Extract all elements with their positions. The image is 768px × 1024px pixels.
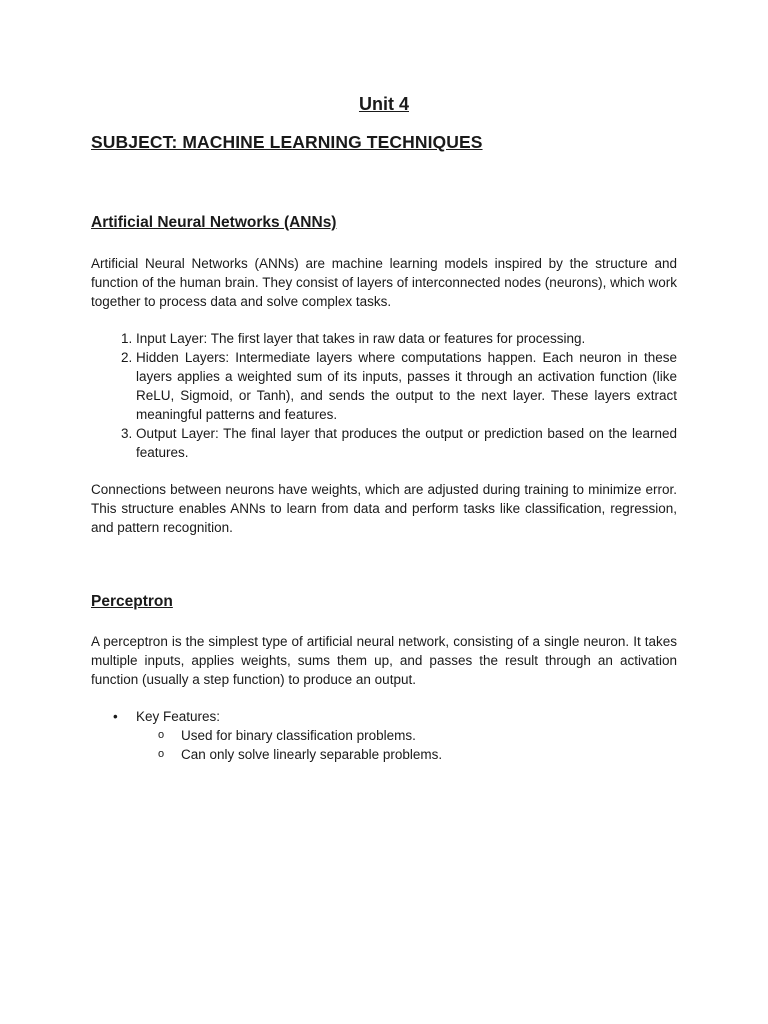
feature-item <box>91 726 677 745</box>
perceptron-heading: Perceptron <box>91 593 173 610</box>
layer-item-output: 3. Output Layer: The final layer that produces the output or prediction based on the learned features. <box>136 424 677 462</box>
layer-item-hidden: 2. Hidden Layers: Intermediate layers where computations happen. Each neuron in these layers applies a weighted sum of its inputs, passes it through an activation function (like ReLU, Sigmoid, or Tanh), and sends the output to the next layer. These layers extract meaningful patterns and features. <box>136 348 677 424</box>
ann-heading: Artificial Neural Networks (ANNs) <box>91 214 337 231</box>
sub-bullet-icon: o <box>158 729 165 741</box>
feature-text: Can only solve linearly separable problems. <box>181 747 443 762</box>
key-features-label: Key Features: <box>136 709 221 724</box>
sub-bullet-icon: o <box>158 748 165 760</box>
ann-intro-paragraph: Artificial Neural Networks (ANNs) are machine learning models inspired by the structure and function of the human brain. They consist of layers of interconnected nodes (neurons), which work together to process data and solve complex tasks. <box>91 256 677 309</box>
layer-item-input: 1. Input Layer: The first layer that takes in raw data or features for processing. <box>136 329 677 348</box>
key-features-list <box>91 707 677 764</box>
bullet-icon: • <box>113 709 118 724</box>
layer-list <box>91 329 677 462</box>
connections-paragraph: Connections between neurons have weights, which are adjusted during training to minimize error. This structure enables ANNs to learn from data and perform tasks like classification, regression, and pattern recognition. <box>91 482 677 535</box>
feature-text: Used for binary classification problems. <box>181 728 416 743</box>
perceptron-intro-paragraph: A perceptron is the simplest type of artificial neural network, consisting of a single neuron. It takes multiple inputs, applies weights, sums them up, and passes the result through an activation function (usually a step function) to produce an output. <box>91 634 677 687</box>
subject-title: SUBJECT: MACHINE LEARNING TECHNIQUES <box>91 132 483 152</box>
key-features-item <box>91 707 677 726</box>
feature-item <box>91 745 677 764</box>
unit-title: Unit 4 <box>358 94 409 114</box>
